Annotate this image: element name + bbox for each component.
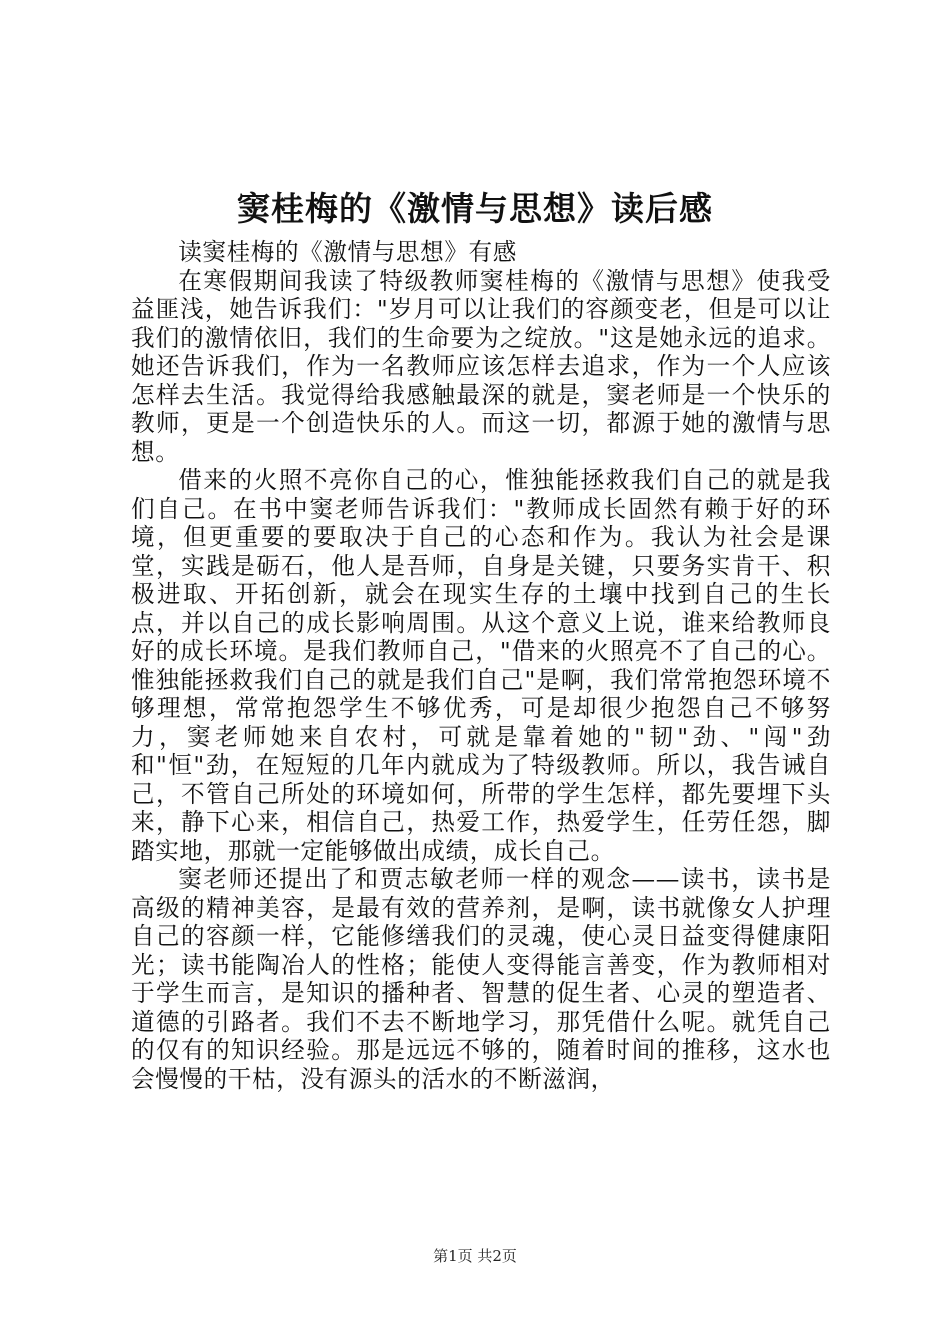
body-paragraph-3: 窦老师还提出了和贾志敏老师一样的观念——读书，读书是高级的精神美容，是最有效的营养剂，是啊，读书就像女人护理自己的容颜一样，它能修缮我们的灵魂，使心灵日益变得健康阳光；读书能陶冶人的性格；能使人变得能言善变，作为教师相对于学生而言，是知识的播种者、智慧的促生者、心灵的塑造者、道德的引路者。我们不去不断地学习，那凭借什么呢。就凭自己的仅有的知识经验。那是远远不够的，随着时间的推移，这水也会慢慢的干枯，没有源头的活水的不断滋润， [131,865,831,1093]
body-paragraph-2: 借来的火照不亮你自己的心，惟独能拯救我们自己的就是我们自己。在书中窦老师告诉我们："教师成长固然有赖于好的环境，但更重要的要取决于自己的心态和作为。我认为社会是课堂，实践是砺石，他人是吾师，自身是关键，只要务实肯干、积极进取、开拓创新，就会在现实生存的土壤中找到自己的生长点，并以自己的成长影响周围。从这个意义上说，谁来给教师良好的成长环境。是我们教师自己，"借来的火照亮不了自己的心。惟独能拯救我们自己的就是我们自己"是啊，我们常常抱怨环境不够理想，常常抱怨学生不够优秀，可是却很少抱怨自己不够努力，窦老师她来自农村，可就是靠着她的"韧"劲、"闯"劲和"恒"劲，在短短的几年内就成为了特级教师。所以，我告诫自己，不管自己所处的环境如何，所带的学生怎样，都先要埋下头来，静下心来，相信自己，热爱工作，热爱学生，任劳任怨，脚踏实地，那就一定能够做出成绩，成长自己。 [131,466,831,865]
page-footer: 第1页 共2页 [433,1247,517,1265]
body-paragraph-1: 在寒假期间我读了特级教师窦桂梅的《激情与思想》使我受益匪浅，她告诉我们："岁月可以让我们的容颜变老，但是可以让我们的激情依旧，我们的生命要为之绽放。"这是她永远的追求。她还告诉我们，作为一名教师应该怎样去追求，作为一个人应该怎样去生活。我觉得给我感触最深的就是，窦老师是一个快乐的教师，更是一个创造快乐的人。而这一切，都源于她的激情与思想。 [131,266,831,466]
subtitle-paragraph: 读窦桂梅的《激情与思想》有感 [178,238,517,266]
document-body [131,238,831,1093]
document-title: 窦桂梅的《激情与思想》读后感 [237,189,713,228]
